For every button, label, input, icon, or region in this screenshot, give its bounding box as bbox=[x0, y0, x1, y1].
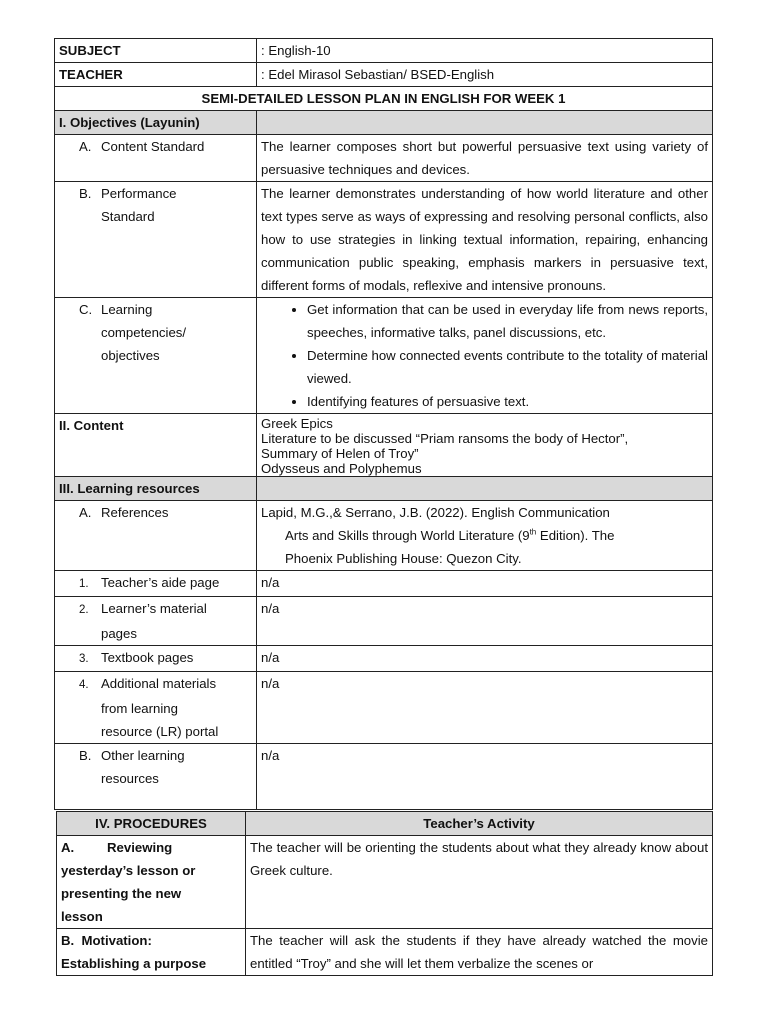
teachers-aide-value: n/a bbox=[257, 571, 713, 597]
reviewing-row bbox=[57, 836, 713, 929]
references-text: Lapid, M.G.,& Serrano, J.B. (2022). English Communication Arts and Skills through World Literature (9th Edition). The Phoenix Publishing House: Quezon City. bbox=[257, 501, 713, 571]
textbook-pages-value: n/a bbox=[257, 646, 713, 672]
objectives-heading-fill bbox=[257, 111, 713, 135]
learners-material-row bbox=[55, 597, 713, 646]
textbook-pages-label: 3. Textbook pages bbox=[55, 646, 257, 672]
other-resources-row bbox=[55, 744, 713, 810]
reviewing-title: A. Reviewing yesterday’s lesson or presenting the new lesson bbox=[57, 836, 246, 929]
lesson-plan-table bbox=[54, 38, 713, 810]
subject-row bbox=[55, 39, 713, 63]
content-row bbox=[55, 414, 713, 477]
subject-label: SUBJECT bbox=[55, 39, 257, 63]
learners-material-label: 2. Learner’s material pages bbox=[55, 597, 257, 646]
performance-standard-text: The learner demonstrates understanding of how world literature and other text types serve as ways of expressing and resolving personal conflicts, also how to use strategies in linking textual information, repairing, enhancing communication public speaking, emphasis markers in persuasive text, different forms of modals, reflexive and intensive pronouns. bbox=[257, 182, 713, 298]
content-text: Greek Epics Literature to be discussed “Priam ransoms the body of Hector”, Summary of Helen of Troy” Odysseus and Polyphemus bbox=[257, 414, 713, 477]
teacher-label: TEACHER bbox=[55, 63, 257, 87]
additional-materials-label: 4. Additional materials from learning resource (LR) portal bbox=[55, 672, 257, 744]
procedures-table bbox=[56, 811, 713, 976]
subject-value: : English-10 bbox=[257, 39, 713, 63]
learners-material-value: n/a bbox=[257, 597, 713, 646]
list-item: • Get information that can be used in everyday life from news reports, speeches, informative talks, panel discussions, etc. bbox=[307, 298, 708, 344]
list-item: • Identifying features of persuasive text. bbox=[307, 390, 708, 413]
teachers-aide-row bbox=[55, 571, 713, 597]
additional-materials-row bbox=[55, 672, 713, 744]
competencies-list-cell bbox=[257, 298, 713, 414]
teacher-row bbox=[55, 63, 713, 87]
performance-standard-row bbox=[55, 182, 713, 298]
content-standard-label: A. Content Standard bbox=[55, 135, 257, 182]
additional-materials-value: n/a bbox=[257, 672, 713, 744]
other-resources-label: B. Other learning resources bbox=[55, 744, 257, 810]
content-standard-row bbox=[55, 135, 713, 182]
reviewing-text: The teacher will be orienting the students about what they already know about Greek culture. bbox=[246, 836, 713, 929]
teachers-aide-label: 1. Teacher’s aide page bbox=[55, 571, 257, 597]
competencies-label: C. Learning competencies/ objectives bbox=[55, 298, 257, 414]
references-label: A. References bbox=[55, 501, 257, 571]
plan-title: SEMI-DETAILED LESSON PLAN IN ENGLISH FOR WEEK 1 bbox=[55, 87, 713, 111]
motivation-title: B. Motivation: Establishing a purpose bbox=[57, 929, 246, 976]
resources-heading: III. Learning resources bbox=[55, 477, 257, 501]
objectives-heading: I. Objectives (Layunin) bbox=[55, 111, 257, 135]
motivation-text: The teacher will ask the students if they have already watched the movie entitled “Troy” and she will let them verbalize the scenes or bbox=[246, 929, 713, 976]
content-heading: II. Content bbox=[55, 414, 257, 477]
competencies-list bbox=[261, 298, 708, 413]
procedures-heading: IV. PROCEDURES bbox=[57, 812, 246, 836]
performance-standard-label: B. Performance Standard bbox=[55, 182, 257, 298]
teacher-value: : Edel Mirasol Sebastian/ BSED-English bbox=[257, 63, 713, 87]
teachers-activity-heading: Teacher’s Activity bbox=[246, 812, 713, 836]
content-standard-text: The learner composes short but powerful persuasive text using variety of persuasive techniques and devices. bbox=[257, 135, 713, 182]
other-resources-value: n/a bbox=[257, 744, 713, 810]
resources-heading-fill bbox=[257, 477, 713, 501]
textbook-pages-row bbox=[55, 646, 713, 672]
references-row bbox=[55, 501, 713, 571]
list-item: • Determine how connected events contribute to the totality of material viewed. bbox=[307, 344, 708, 390]
motivation-row bbox=[57, 929, 713, 976]
competencies-row bbox=[55, 298, 713, 414]
